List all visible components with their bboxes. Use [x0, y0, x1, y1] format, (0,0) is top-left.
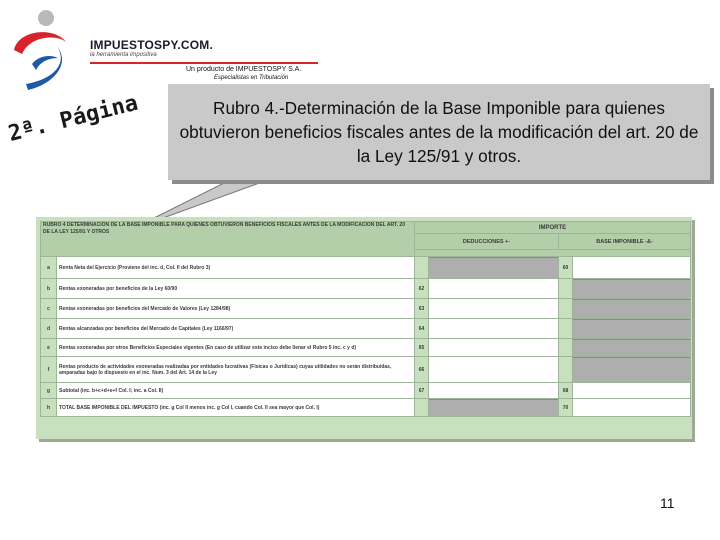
- row-letter: e: [41, 339, 57, 357]
- brand-byline: Un producto de IMPUESTOSPY S.A.: [186, 66, 302, 73]
- value-field[interactable]: [573, 257, 691, 279]
- row-code: 65: [415, 339, 429, 357]
- value-field[interactable]: [429, 383, 559, 399]
- callout-box: [168, 84, 710, 180]
- page-number: 11: [660, 495, 675, 511]
- row-code: 63: [415, 299, 429, 319]
- hatched-cell: [573, 339, 691, 357]
- row-code: 68: [559, 383, 573, 399]
- hatched-cell: [573, 279, 691, 299]
- value-field[interactable]: [429, 299, 559, 319]
- row-letter: c: [41, 299, 57, 319]
- row-description: Rentas exoneradas por beneficios del Mercado de Valores (Ley 1284/98): [57, 299, 415, 319]
- tax-form: [36, 217, 692, 439]
- row-letter: d: [41, 319, 57, 339]
- row-code: 62: [415, 279, 429, 299]
- row-description: Rentas producto de actividades exoneradas realizadas por entidades lucrativas (Físicas o Jurídicas) cuyas utilidades no serán distribuidas, amparadas bajo lo dispuesto en el inc. Num. 3 del Art. 14 de la Ley: [57, 357, 415, 383]
- hatched-cell: [573, 319, 691, 339]
- deducciones-header: DEDUCCIONES +-: [415, 234, 559, 250]
- form-table: [40, 221, 691, 417]
- hatched-cell: [429, 257, 559, 279]
- value-field[interactable]: [429, 279, 559, 299]
- row-description: TOTAL BASE IMPONIBLE DEL IMPUESTO (inc. g Col II menos inc. g Col I, cuando Col. II sea mayor que Col. I): [57, 399, 415, 417]
- row-code: [559, 319, 573, 339]
- row-letter: f: [41, 357, 57, 383]
- row-code: [559, 357, 573, 383]
- value-field[interactable]: [573, 399, 691, 417]
- value-field[interactable]: [429, 319, 559, 339]
- form-header: RUBRO 4 DETERMINACIÓN DE LA BASE IMPONIBLE PARA QUIENES OBTUVIERON BENEFICIOS FISCALES ANTES DE LA MODIFICACION DEL ART. 20 DE LA LEY 125/91 Y OTROS: [41, 222, 415, 257]
- value-field[interactable]: [429, 339, 559, 357]
- brand-subtitle: la herramienta impositiva: [90, 52, 157, 58]
- row-code: 64: [415, 319, 429, 339]
- row-code: 66: [415, 357, 429, 383]
- row-code: [559, 299, 573, 319]
- row-description: Renta Neta del Ejercicio (Proviene del inc. d, Col. II del Rubro 3): [57, 257, 415, 279]
- hatched-cell: [573, 299, 691, 319]
- brand-name: IMPUESTOSPY.COM.: [90, 38, 214, 52]
- callout-text: Rubro 4.-Determinación de la Base Imponible para quienes obtuvieron beneficios fiscales antes de la modificación del art. 20 de la Ley 125/91 y otros.: [179, 98, 699, 166]
- row-description: Subtotal (inc. b+c+d+e+f Col. I; inc. a Col. II): [57, 383, 415, 399]
- page-label: 2ª. Página: [5, 90, 141, 147]
- row-description: Rentas alcanzadas por beneficios del Mercado de Capitales (Ley 1166/97): [57, 319, 415, 339]
- row-code: [415, 399, 429, 417]
- row-code: [559, 339, 573, 357]
- importe-header: IMPORTE: [415, 222, 691, 234]
- base-imponible-header: BASE IMPONIBLE -&-: [559, 234, 691, 250]
- row-description: Rentas exoneradas por otros Beneficios Especiales vigentes (En caso de utilizar este inciso debe llenar el Rubro 5 inc. c y d): [57, 339, 415, 357]
- value-field[interactable]: [573, 383, 691, 399]
- row-code: 60: [559, 257, 573, 279]
- value-field[interactable]: [429, 357, 559, 383]
- brand-tagline: Especialistas en Tributación: [214, 75, 289, 81]
- row-letter: b: [41, 279, 57, 299]
- row-code: [415, 257, 429, 279]
- row-description: Rentas exoneradas por beneficios de la Ley 60/90: [57, 279, 415, 299]
- row-letter: h: [41, 399, 57, 417]
- row-code: 70: [559, 399, 573, 417]
- row-letter: a: [41, 257, 57, 279]
- hatched-cell: [429, 399, 559, 417]
- row-letter: g: [41, 383, 57, 399]
- hatched-cell: [573, 357, 691, 383]
- row-code: 67: [415, 383, 429, 399]
- row-code: [559, 279, 573, 299]
